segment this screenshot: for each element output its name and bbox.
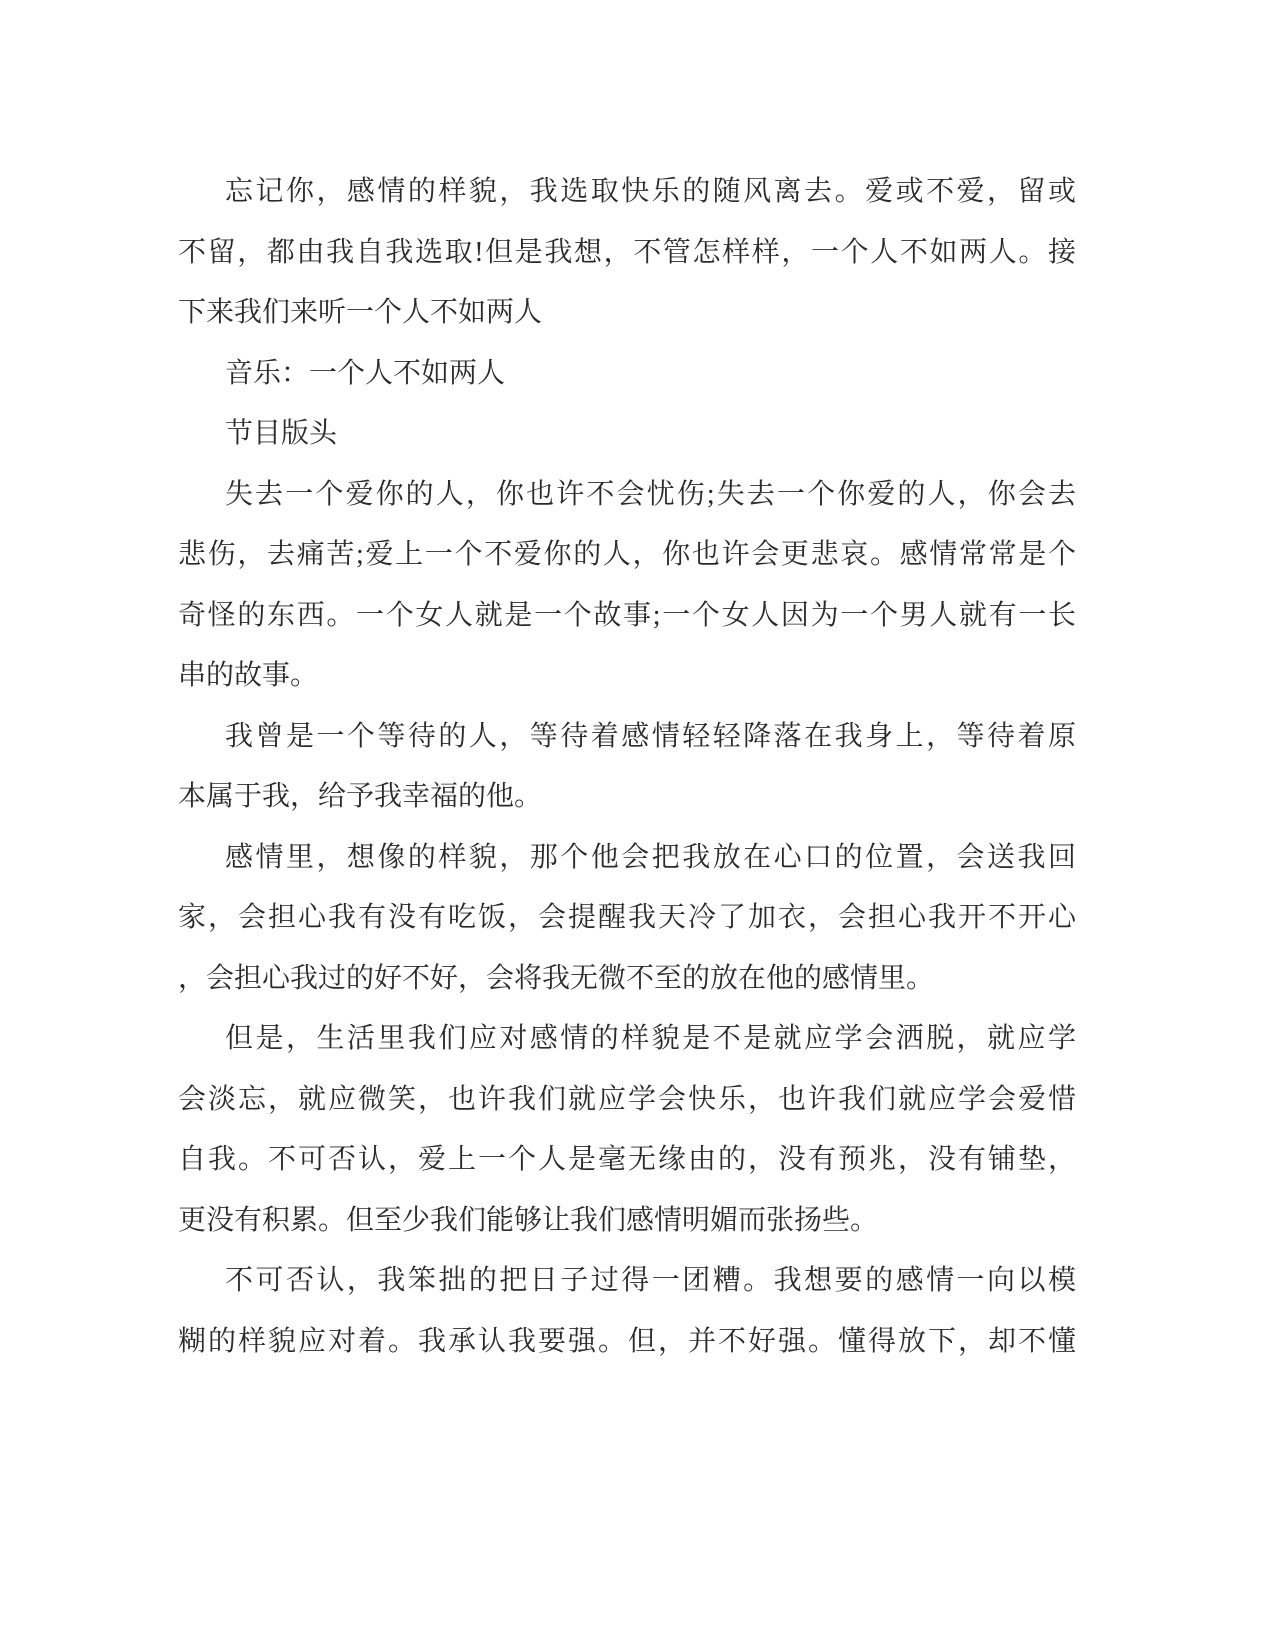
text-line: 家，会担心我有没有吃饭，会提醒我天冷了加衣，会担心我开不开心 <box>178 902 1076 933</box>
text-line: 糊的样貌应对着。我承认我要强。但，并不好强。懂得放下，却不懂 <box>178 1325 1076 1357</box>
text-line: 节目版头 <box>225 418 338 449</box>
paragraph <box>178 162 1076 344</box>
text-line: ，会担心我过的好不好，会将我无微不至的放在他的感情里。 <box>178 962 935 994</box>
text-line: 失去一个爱你的人，你也许不会忧伤;失去一个你爱的人，你会去 <box>225 478 1076 510</box>
text-line: 不可否认，我笨拙的把日子过得一团糟。我想要的感情一向以模 <box>225 1265 1076 1296</box>
text-line: 忘记你，感情的样貌，我选取快乐的随风离去。爱或不爱，留或 <box>225 176 1076 207</box>
text-line: 感情里，想像的样貌，那个他会把我放在心口的位置，会送我回 <box>225 841 1076 873</box>
text-line: 串的故事。 <box>178 660 319 691</box>
paragraph <box>178 465 1076 707</box>
paragraph <box>178 404 1076 465</box>
text-line: 本属于我，给予我幸福的他。 <box>178 781 543 812</box>
text-line: 我曾是一个等待的人，等待着感情轻轻降落在我身上，等待着原 <box>225 720 1076 752</box>
text-line: 自我。不可否认，爱上一个人是毫无缘由的，没有预兆，没有铺垫， <box>178 1144 1076 1175</box>
text-line: 悲伤，去痛苦;爱上一个不爱你的人，你也许会更悲哀。感情常常是个 <box>178 539 1076 570</box>
document-text <box>178 162 1076 1372</box>
paragraph <box>178 344 1076 405</box>
text-line: 会淡忘，就应微笑，也许我们就应学会快乐，也许我们就应学会爱惜 <box>178 1083 1076 1115</box>
text-line: 音乐：一个人不如两人 <box>225 357 506 389</box>
text-line: 但是，生活里我们应对感情的样貌是不是就应学会洒脱，就应学 <box>225 1023 1076 1054</box>
text-line: 更没有积累。但至少我们能够让我们感情明媚而张扬些。 <box>178 1204 879 1236</box>
text-line: 下来我们来听一个人不如两人 <box>178 297 543 328</box>
paragraph <box>178 707 1076 828</box>
text-line: 不留，都由我自我选取!但是我想，不管怎样样，一个人不如两人。接 <box>178 236 1076 268</box>
paragraph <box>178 1251 1076 1372</box>
text-line: 奇怪的东西。一个女人就是一个故事;一个女人因为一个男人就有一长 <box>178 599 1076 631</box>
paragraph <box>178 828 1076 1010</box>
paragraph <box>178 1009 1076 1251</box>
